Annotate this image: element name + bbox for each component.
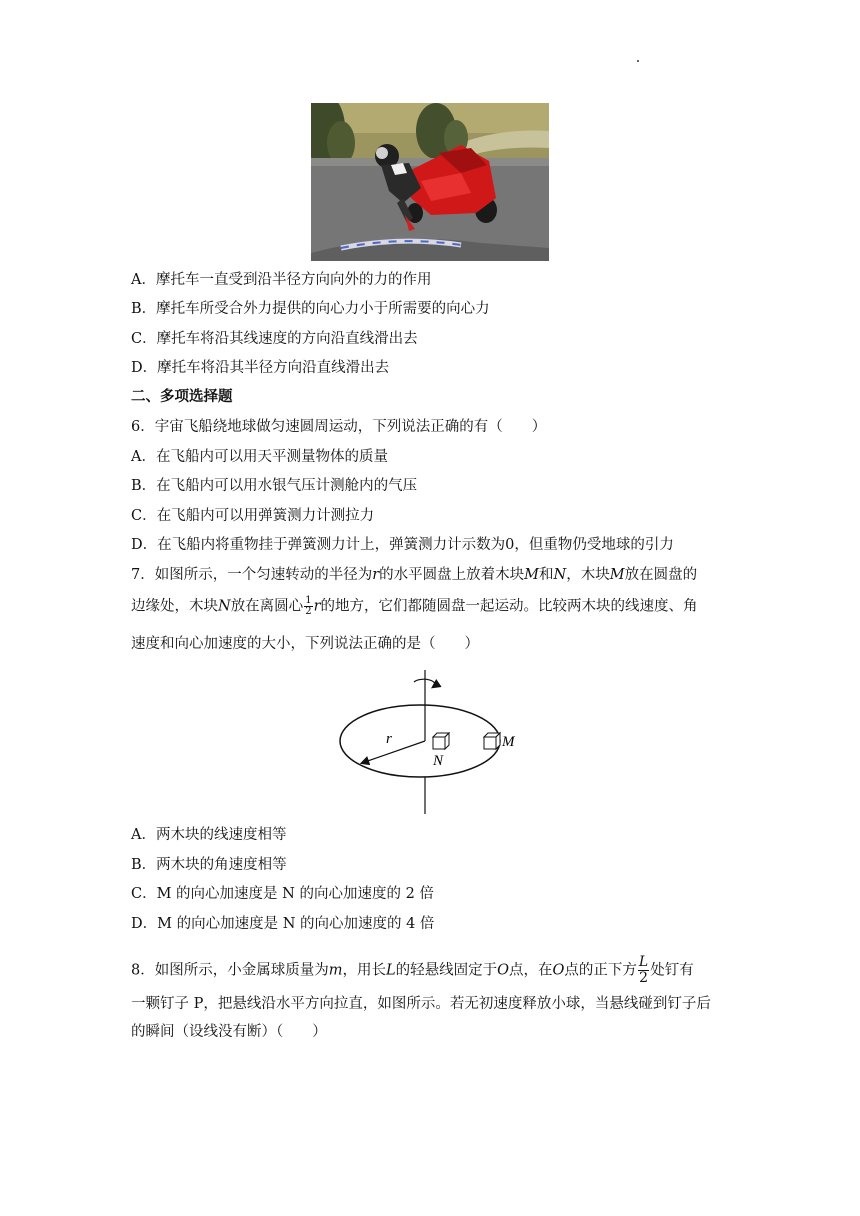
radius-label: r xyxy=(386,731,392,747)
q8-text: 点，在 xyxy=(509,962,553,979)
q7-option-b: B．两木块的角速度相等 xyxy=(131,857,287,873)
block-m xyxy=(484,733,500,749)
q7-option-a: A．两木块的线速度相等 xyxy=(131,827,287,843)
disc-ellipse xyxy=(340,705,500,777)
fraction-half xyxy=(304,596,312,617)
q5-option-b: B．摩托车所受合外力提供的向心力小于所需要的向心力 xyxy=(131,301,490,317)
q6-option-d: D．在飞船内将重物挂于弹簧测力计上，弹簧测力计示数为0，但重物仍受地球的引力 xyxy=(131,537,674,553)
q7-text: 放在离圆心 xyxy=(230,598,304,615)
q5-option-a: A．摩托车一直受到沿半径方向向外的力的作用 xyxy=(131,272,432,288)
var-r: r xyxy=(372,567,380,583)
q8-stem-line3: 的瞬间（设线没有断）（ ） xyxy=(131,1024,327,1040)
q5-option-c: C．摩托车将沿其线速度的方向沿直线滑出去 xyxy=(131,331,418,347)
q6-option-c: C．在飞船内可以用弹簧测力计测拉力 xyxy=(131,508,375,524)
var-n-block: N xyxy=(218,598,231,615)
q6-option-a: A．在飞船内可以用天平测量物体的质量 xyxy=(131,449,388,465)
motorcycle-photo xyxy=(311,103,549,261)
q8-stem-line2: 一颗钉子 P，把悬线沿水平方向拉直，如图所示。若无初速度释放小球，当悬线碰到钉子后 xyxy=(131,996,711,1012)
q7-text: 的水平圆盘上放着木块 xyxy=(379,567,525,583)
var-point-o: O xyxy=(497,962,510,979)
fraction-numerator: L xyxy=(638,954,649,970)
fraction-denominator: 2 xyxy=(305,606,312,617)
fraction-l-over-2 xyxy=(638,955,649,986)
q7-stem-line3: 速度和向心加速度的大小，下列说法正确的是（ ） xyxy=(131,636,479,652)
q7-text: 的地方，它们都随圆盘一起运动。比较两木块的线速度、角 xyxy=(320,598,698,615)
var-mass: m xyxy=(328,962,343,979)
q7-text: ，木块 xyxy=(566,567,610,583)
q7-option-d: D．M 的向心加速度是 N 的向心加速度的 4 倍 xyxy=(131,916,435,932)
disc-figure xyxy=(330,666,530,816)
rotating-disc-diagram xyxy=(330,666,530,816)
q8-text: 处钉有 xyxy=(650,962,694,979)
q7-stem-line1 xyxy=(131,565,697,585)
var-r: r xyxy=(313,598,321,615)
q7-text: 边缘处，木块 xyxy=(131,598,218,615)
q6-option-b: B．在飞船内可以用水银气压计测舱内的气压 xyxy=(131,478,418,494)
var-m-block: M xyxy=(524,567,540,583)
var-length: L xyxy=(385,962,396,979)
q8-text: 点的正下方 xyxy=(564,962,637,979)
radius-arrow xyxy=(362,741,425,763)
var-n-block: N xyxy=(553,567,567,583)
motorcycle-image xyxy=(311,103,549,261)
var-point-o: O xyxy=(552,962,565,979)
q7-option-c: C．M 的向心加速度是 N 的向心加速度的 2 倍 xyxy=(131,886,434,902)
q6-stem: 6．宇宙飞船绕地球做匀速圆周运动，下列说法正确的有（ ） xyxy=(131,419,547,435)
q8-text: 的轻悬线固定于 xyxy=(395,962,498,979)
block-n-label: N xyxy=(433,753,444,769)
q7-text: 和 xyxy=(539,567,554,583)
q7-stem-line2 xyxy=(131,596,698,617)
q8-text: ，用长 xyxy=(342,962,386,979)
block-n xyxy=(433,733,449,749)
q7-text: 放在圆盘的 xyxy=(624,567,698,583)
var-m-block: M xyxy=(609,567,625,583)
fraction-numerator: 1 xyxy=(305,595,312,606)
q5-option-d: D．摩托车将沿其半径方向沿直线滑出去 xyxy=(131,360,390,376)
q7-text: 7．如图所示，一个匀速转动的半径为 xyxy=(131,567,373,583)
q8-text: 8．如图所示，小金属球质量为 xyxy=(131,962,329,979)
block-m-label: M xyxy=(502,734,515,750)
fraction-denominator: 2 xyxy=(639,970,649,986)
section-heading: 二、多项选择题 xyxy=(131,388,233,405)
q8-stem-line1 xyxy=(131,955,694,986)
page-marker-dot xyxy=(637,60,639,62)
